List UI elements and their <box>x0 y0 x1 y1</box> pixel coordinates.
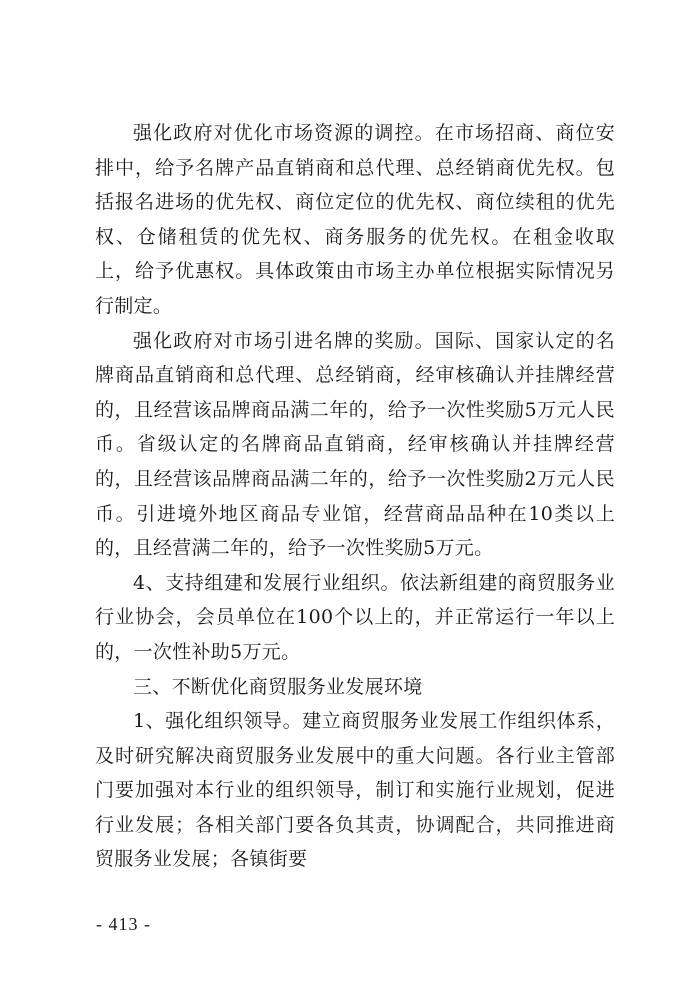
page-number: - 413 - <box>96 914 151 934</box>
section-heading: 三、不断优化商贸服务业发展环境 <box>133 675 423 698</box>
paragraph-market-resource-control: 强化政府对优化市场资源的调控。在市场招商、商位安排中，给予名牌产品直销商和总代理、总经销商优先权。包括报名进场的优先权、商位定位的优先权、商位续租的优先权、仓储租赁的优先权、商务服务的优先权。在租金收取上，给予优惠权。具体政策由市场主办单位根据实际情况另行制定。 <box>95 122 615 317</box>
paragraph-brand-reward: 强化政府对市场引进名牌的奖励。国际、国家认定的名牌商品直销商和总代理、总经销商，经审核确认并挂牌经营的，且经营该品牌商品满二年的，给予一次性奖励5万元人民币。省级认定的名牌商品直销商，经审核确认并挂牌经营的，且经营该品牌商品满二年的，给予一次性奖励2万元人民币。引进境外地区商品专业馆，经营商品品种在10类以上的，且经营满二年的，给予一次性奖励5万元。 <box>95 329 615 560</box>
paragraph-industry-organization: 4、支持组建和发展行业组织。依法新组建的商贸服务业行业协会，会员单位在100个以上的，并正常运行一年以上的，一次性补助5万元。 <box>95 571 615 663</box>
paragraph-organizational-leadership: 1、强化组织领导。建立商贸服务业发展工作组织体系，及时研究解决商贸服务业发展中的重大问题。各行业主管部门要加强对本行业的组织领导，制订和实施行业规划，促进行业发展；各相关部门要各负其责，协调配合，共同推进商贸服务业发展；各镇街要 <box>95 710 615 871</box>
document-body <box>95 116 615 877</box>
